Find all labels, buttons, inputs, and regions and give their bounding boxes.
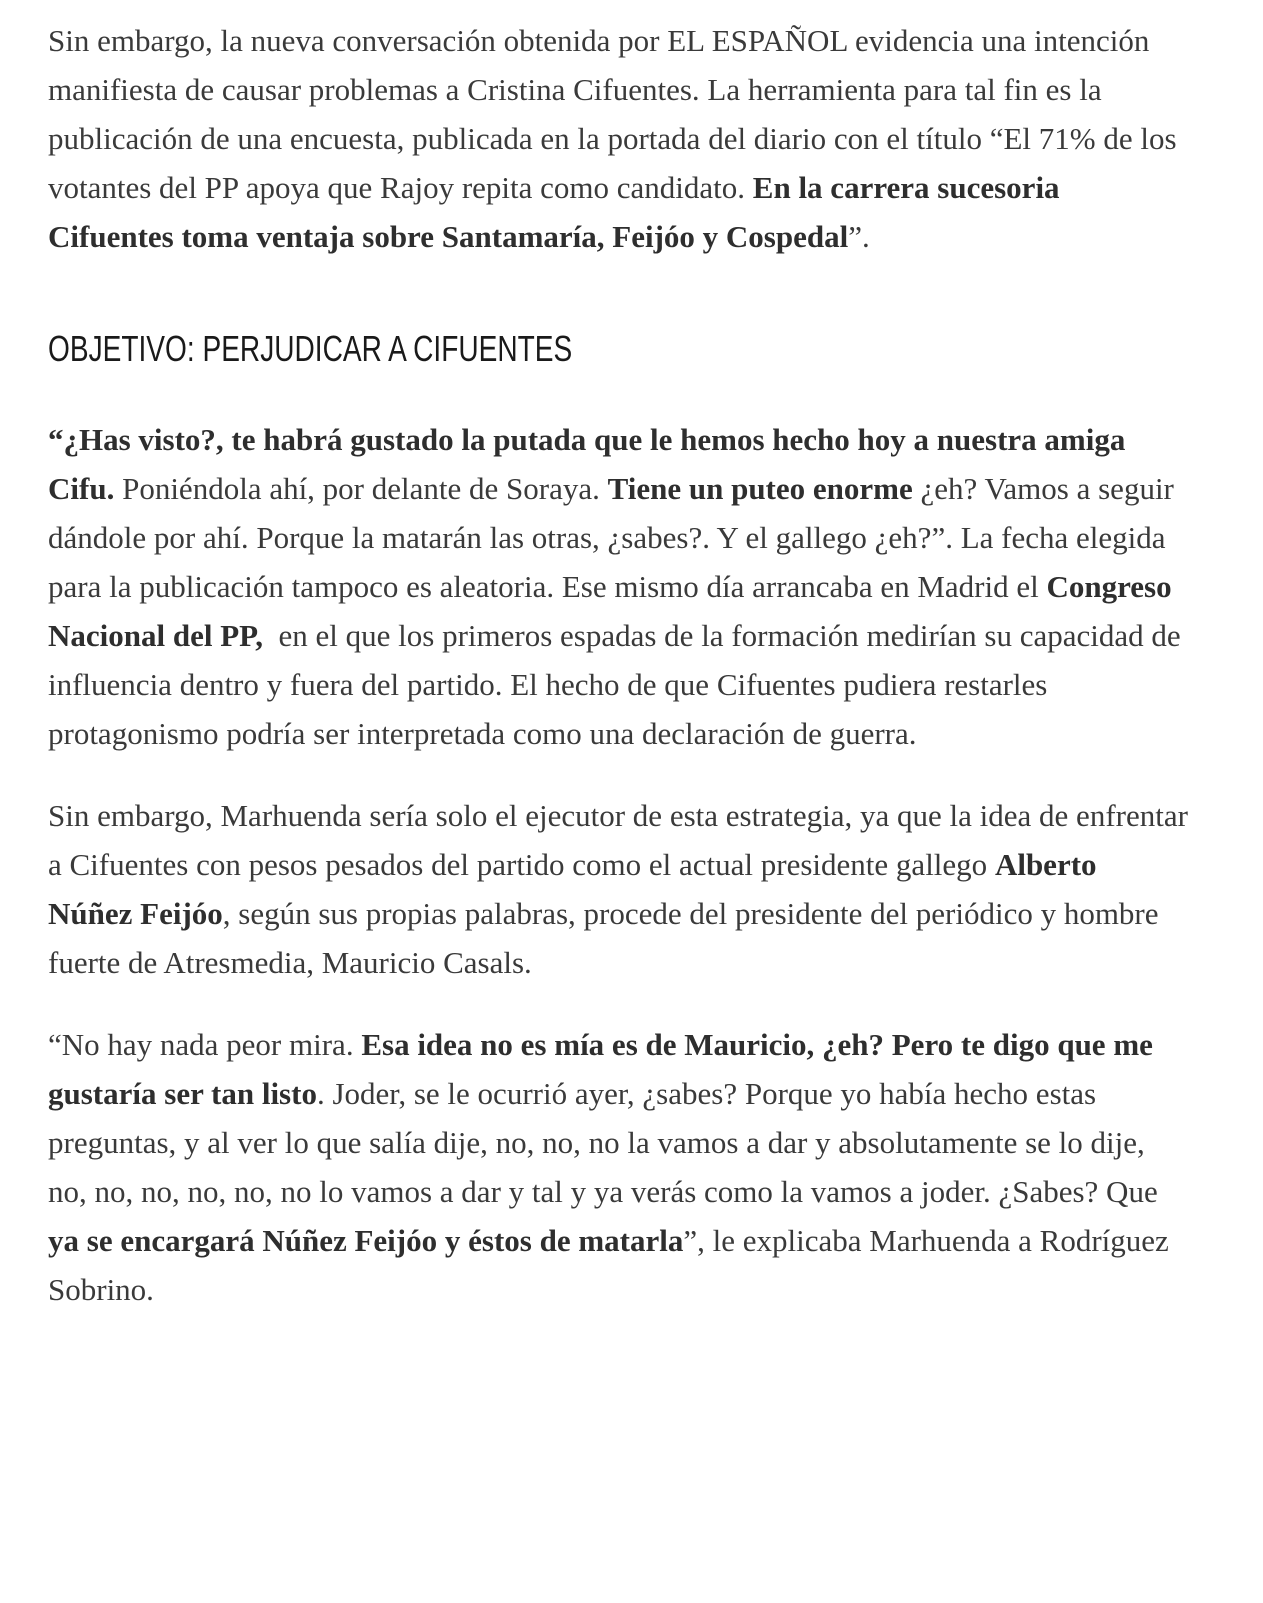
- text-run: Sin embargo, la nueva conversación obtenida por EL ESPAÑOL evidencia una intención manifiesta de causar problemas a Cristina Cifuentes. La herramienta para tal fin es la publicación de una encuesta, publicada en la portada del diario con el título “El 71% de los votantes del PP apoya que Rajoy repita como candidato.: [48, 23, 1177, 205]
- article-paragraph: [48, 791, 1188, 987]
- bold-text-run: Congreso Nacional del PP,: [48, 569, 1172, 653]
- bold-text-run: Esa idea no es mía es de Mauricio, ¿eh? Pero te digo que me gustaría ser tan listo: [48, 1027, 1153, 1111]
- bold-text-run: “¿Has visto?, te habrá gustado la putada que le hemos hecho hoy a nuestra amiga Cifu.: [48, 422, 1126, 506]
- text-run: en el que los primeros espadas de la formación medirían su capacidad de influencia dentro y fuera del partido. El hecho de que Cifuentes pudiera restarles protagonismo podría ser interpretada como una declaración de guerra.: [48, 618, 1189, 751]
- article-paragraph: [48, 16, 1188, 261]
- text-run: “No hay nada peor mira.: [48, 1027, 362, 1062]
- text-run: Sin embargo, Marhuenda sería solo el ejecutor de esta estrategia, ya que la idea de enfrentar a Cifuentes con pesos pesados del partido como el actual presidente gallego: [48, 798, 1188, 882]
- section-heading: OBJETIVO: PERJUDICAR A CIFUENTES: [48, 328, 573, 369]
- bold-text-run: Alberto Núñez Feijóo: [48, 847, 1097, 931]
- text-run: ”.: [848, 219, 870, 254]
- bold-text-run: En la carrera sucesoria Cifuentes toma ventaja sobre Santamaría, Feijóo y Cospedal: [48, 170, 1060, 254]
- article-body: [48, 16, 1188, 1314]
- text-run: ¿eh? Vamos a seguir dándole por ahí. Porque la matarán las otras, ¿sabes?. Y el gallego ¿eh?”. La fecha elegida para la publicación tampoco es aleatoria. Ese mismo día arrancaba en Madrid el: [48, 471, 1174, 604]
- article-paragraph: [48, 1020, 1188, 1314]
- text-run: . Joder, se le ocurrió ayer, ¿sabes? Porque yo había hecho estas preguntas, y al ver lo que salía dije, no, no, no la vamos a dar y absolutamente se lo dije, no, no, no, no, no, no lo vamos a dar y tal y ya verás como la vamos a joder. ¿Sabes? Que: [48, 1076, 1158, 1209]
- text-run: ”, le explicaba Marhuenda a Rodríguez Sobrino.: [48, 1223, 1169, 1307]
- bold-text-run: ya se encargará Núñez Feijóo y éstos de matarla: [48, 1223, 684, 1258]
- article-paragraph: [48, 415, 1188, 758]
- bold-text-run: Tiene un puteo enorme: [607, 471, 913, 506]
- text-run: , según sus propias palabras, procede del presidente del periódico y hombre fuerte de Atresmedia, Mauricio Casals.: [48, 896, 1159, 980]
- text-run: Poniéndola ahí, por delante de Soraya.: [114, 471, 608, 506]
